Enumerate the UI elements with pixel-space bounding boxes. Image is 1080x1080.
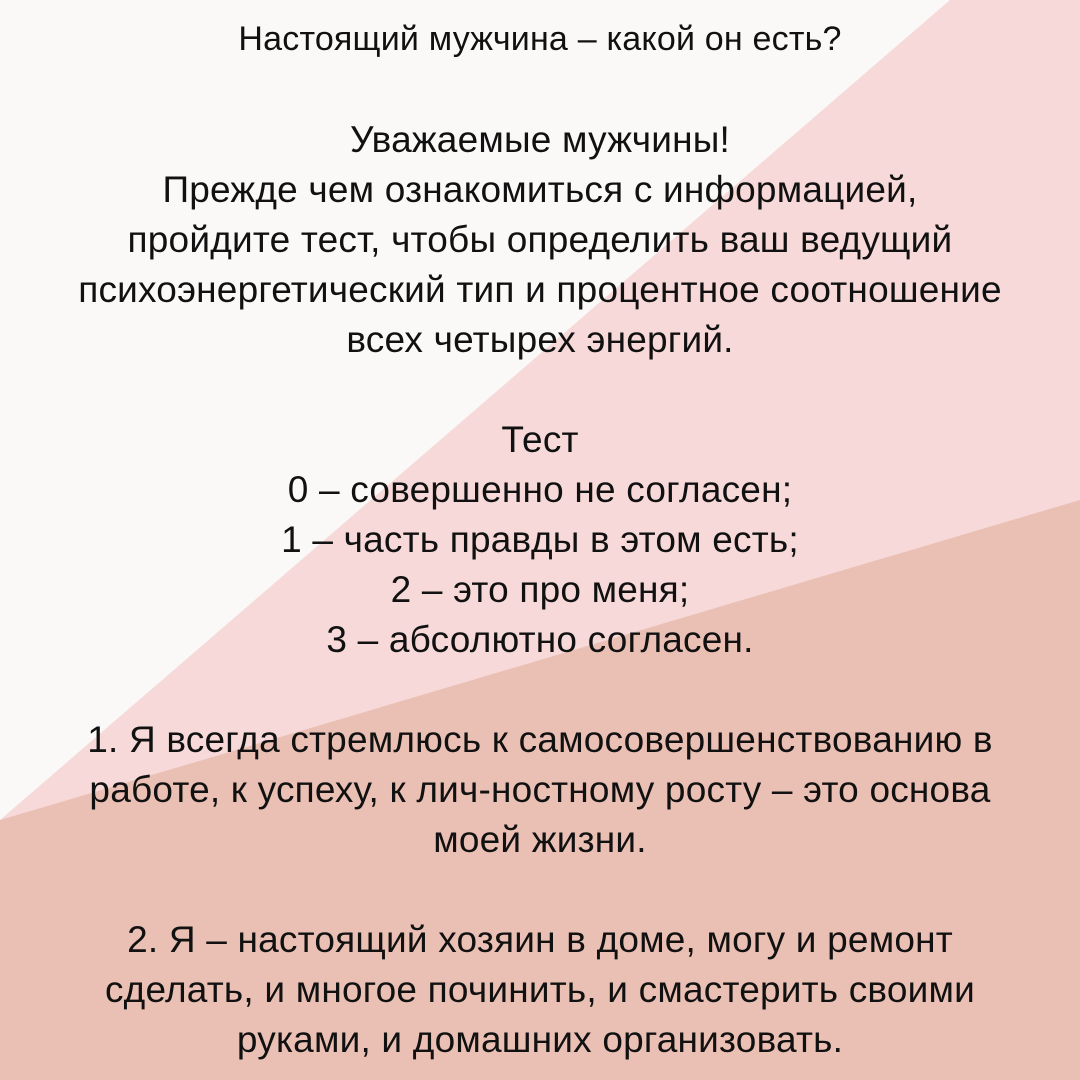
intro-line: Прежде чем ознакомиться с информацией, xyxy=(162,169,918,210)
question-1-line: работе, к успеху, к лич-ностному росту – это основа xyxy=(89,769,991,810)
question-2-line: руками, и домашних организовать. xyxy=(236,1019,844,1060)
intro-line: пройдите тест, чтобы определить ваш ведущий xyxy=(127,219,953,260)
test-heading: Тест xyxy=(501,419,579,460)
greeting-line: Уважаемые мужчины! xyxy=(350,119,730,160)
scale-item: 1 – часть правды в этом есть; xyxy=(281,519,799,560)
intro-line: всех четырех энергий. xyxy=(346,319,734,360)
page-title: Настоящий мужчина – какой он есть? xyxy=(238,20,842,58)
question-2-line: сделать, и многое починить, и смастерить своими xyxy=(104,969,976,1010)
scale-item: 0 – совершенно не согласен; xyxy=(287,469,793,510)
question-2-line: 2. Я – настоящий хозяин в доме, могу и ремонт xyxy=(127,919,953,960)
question-1-line: моей жизни. xyxy=(433,819,647,860)
intro-line: психоэнергетический тип и процентное соотношение xyxy=(78,269,1002,310)
scale-item: 3 – абсолютно согласен. xyxy=(326,619,754,660)
scale-item: 2 – это про меня; xyxy=(390,569,690,610)
question-1-line: 1. Я всегда стремлюсь к самосовершенствованию в xyxy=(87,719,993,760)
